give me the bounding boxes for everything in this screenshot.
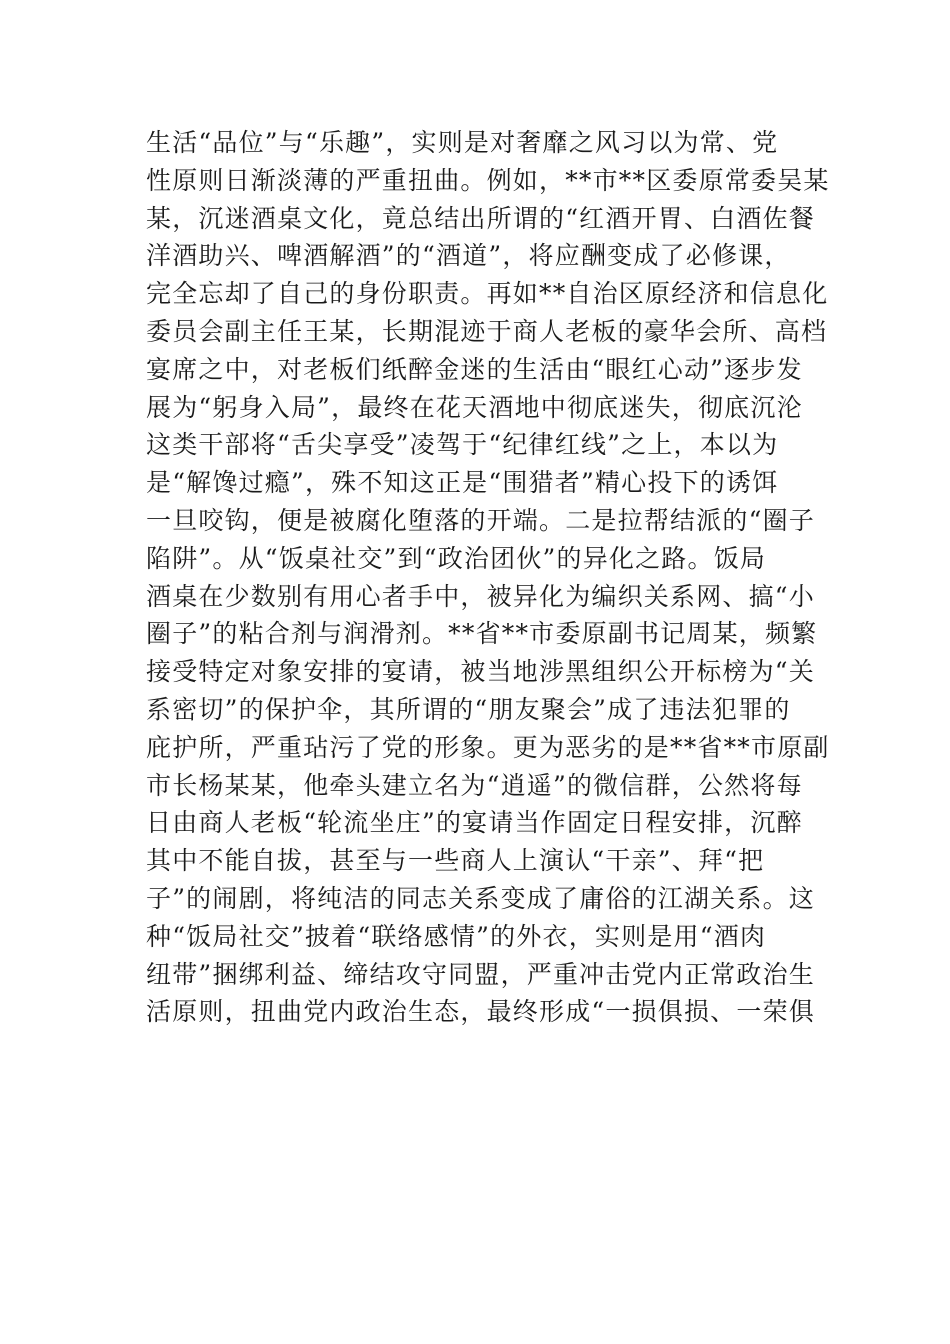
text-line-24: 活原则，扭曲党内政治生态，最终形成“一损俱损、一荣俱 — [146, 997, 815, 1027]
text-line-2: 性原则日渐淡薄的严重扭曲。例如，**市**区委原常委吴某 — [146, 165, 830, 195]
text-line-17: 庇护所，严重玷污了党的形象。更为恶劣的是**省**市原副 — [146, 732, 830, 762]
text-line-18: 市长杨某某，他牵头建立名为“逍遥”的微信群，公然将每 — [146, 770, 803, 800]
text-line-3: 某，沉迷酒桌文化，竟总结出所谓的“红酒开胃、白酒佐餐 — [146, 203, 815, 233]
text-line-22: 种“饭局社交”披着“联络感情”的外衣，实则是用“酒肉 — [146, 921, 767, 951]
text-line-5: 完全忘却了自己的身份职责。再如**自治区原经济和信息化 — [146, 279, 829, 309]
text-line-6: 委员会副主任王某，长期混迹于商人老板的豪华会所、高档 — [146, 316, 828, 346]
body-paragraph — [146, 124, 830, 1031]
text-line-8: 展为“躬身入局”，最终在花天酒地中彻底迷失，彻底沉沦 — [146, 392, 803, 422]
text-line-14: 圈子”的粘合剂与润滑剂。**省**市委原副书记周某，频繁 — [146, 619, 818, 649]
text-line-11: 一旦咬钩，便是被腐化堕落的开端。二是拉帮结派的“圈子 — [146, 505, 815, 535]
text-line-1: 生活“品位”与“乐趣”，实则是对奢靡之风习以为常、党 — [146, 128, 779, 157]
text-line-7: 宴席之中，对老板们纸醉金迷的生活由“眼红心动”逐步发 — [146, 354, 803, 384]
text-line-4: 洋酒助兴、啤酒解酒”的“酒道”，将应酬变成了必修课， — [146, 241, 791, 271]
text-line-23: 纽带”捆绑利益、缔结攻守同盟，严重冲击党内正常政治生 — [146, 959, 815, 989]
text-line-9: 这类干部将“舌尖享受”凌驾于“纪律红线”之上，本以为 — [146, 430, 779, 460]
text-line-21: 子”的闹剧，将纯洁的同志关系变成了庸俗的江湖关系。这 — [146, 883, 815, 913]
text-line-19: 日由商人老板“轮流坐庄”的宴请当作固定日程安排，沉醉 — [146, 808, 803, 838]
text-line-20: 其中不能自拔，甚至与一些商人上演认“干亲”、拜“把 — [146, 846, 765, 876]
text-line-16: 系密切”的保护伞，其所谓的“朋友聚会”成了违法犯罪的 — [146, 694, 791, 724]
text-line-15: 接受特定对象安排的宴请，被当地涉黑组织公开标榜为“关 — [146, 657, 815, 687]
text-line-12: 陷阱”。从“饭桌社交”到“政治团伙”的异化之路。饭局 — [146, 543, 767, 573]
text-line-13: 酒桌在少数别有用心者手中，被异化为编织关系网、搞“小 — [146, 581, 815, 611]
text-line-10: 是“解馋过瘾”，殊不知这正是“围猎者”精心投下的诱饵 — [146, 468, 779, 498]
